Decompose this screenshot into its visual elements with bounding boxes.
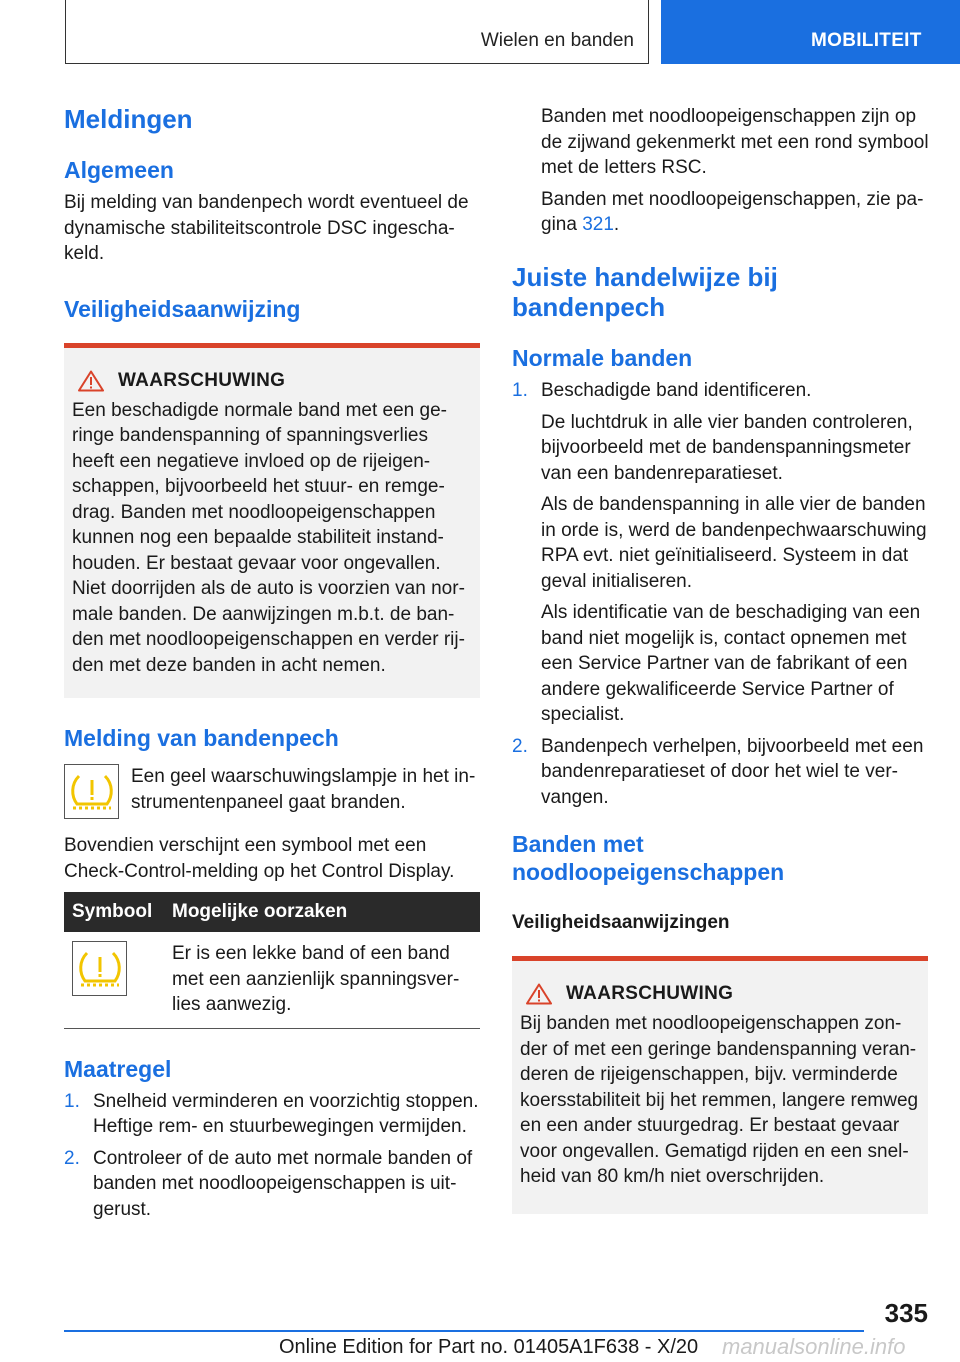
puncture-heading: Melding van bandenpech — [64, 725, 339, 751]
correct-heading: Juiste handelwijze bij bandenpech — [512, 262, 778, 322]
puncture-text: Bovendien verschijnt een symbool met een Check-Control-melding op het Control Display. — [64, 835, 455, 882]
list-item-number: 1. — [512, 380, 528, 401]
runflat-safety-heading: Veiligheidsaanwijzingen — [512, 912, 730, 933]
steps-list — [512, 378, 928, 810]
puncture-lamp-text: Een geel waarschuwingslampje in het instrumentenpaneel gaat branden. — [131, 766, 476, 813]
rsc-ref-prefix: Banden met noodloopeigenschappen, zie pagina — [541, 188, 924, 235]
general-text: Bij melding van bandenpech wordt eventueel de dynamische stabiliteitscontrole DSC ingeschakeld. — [64, 192, 469, 264]
warning-triangle-icon — [526, 983, 552, 1005]
list-item-text: Beschadigde band identificeren. — [541, 380, 812, 401]
list-item — [512, 734, 928, 811]
tire-pressure-lamp-graphic — [77, 949, 123, 989]
warning-title — [72, 370, 472, 392]
warning-title-text: WAARSCHUWING — [566, 983, 734, 1004]
header-chapter-title: MOBILITEIT — [811, 30, 922, 51]
list-item — [64, 1089, 480, 1140]
list-item-text: Controleer of de auto met normale banden of banden met noodloopeigenschappen is uitgerust. — [93, 1147, 473, 1220]
warning-title — [520, 983, 920, 1005]
list-item-text: Als de bandenspanning in alle vier de banden in orde is, werd de bandenpechwaarschuwing RPA evt. niet geïnitialiseerd. Systeem in dat geval initialiseren. — [541, 494, 927, 592]
measure-heading: Maatregel — [64, 1055, 172, 1082]
list-item-text: Als identificatie van de beschadiging van een band niet mogelijk is, contact opnemen met een Service Partner van de fabrikant of een andere gekwalificeerde Service Partner of specialist. — [541, 602, 921, 725]
warning-triangle-icon — [78, 370, 104, 392]
warning-box — [512, 956, 928, 1214]
list-item-number: 2. — [64, 1147, 80, 1169]
tire-pressure-lamp-graphic — [69, 772, 115, 812]
runflat-heading: Banden met noodloopeigenschappen — [512, 831, 785, 885]
right-column — [541, 104, 931, 238]
header-section-box — [65, 0, 649, 64]
puncture-lamp-row — [64, 764, 480, 819]
left-column — [64, 98, 480, 1228]
footer-edition: Online Edition for Part no. 01405A1F638 - X/20 — [279, 1336, 699, 1358]
list-item — [64, 1146, 480, 1223]
watermark-site: manualsonline.info — [722, 1334, 906, 1359]
tire-pressure-warning-icon — [64, 764, 119, 819]
footer-divider — [64, 1330, 864, 1332]
list-item-text: Snelheid verminderen en voorzichtig stoppen. Heftige rem- en stuurbewegingen vermijden. — [93, 1090, 479, 1137]
page-link-321[interactable]: 321 — [582, 214, 614, 235]
table-cell-symbol — [64, 932, 164, 1028]
list-item-number: 2. — [512, 735, 528, 757]
warning-text: Een beschadigde normale band met een geringe bandenspanning of spanningsverlies heeft een negatieve invloed op de rijeigenschappen, bijvoorbeeld het stuur- en remgedrag. Banden met noodloopeigenschappen kunnen nog een bepaalde stabiliteit instandhouden. Er bestaat gevaar voor ongevallen. Niet doorrijden als de auto is voorzien van normale banden. De aanwijzingen m.b.t. de banden met noodloopeigenschappen en verder rijden met deze banden in acht nemen. — [72, 399, 465, 676]
table-header-symbol: Symbool — [64, 892, 164, 932]
rsc-ref-suffix: . — [613, 214, 620, 235]
warning-box — [64, 343, 480, 699]
header-section-title: Wielen en banden — [480, 30, 634, 51]
page-title: Meldingen — [64, 104, 193, 134]
safety-heading: Veiligheidsaanwijzing — [64, 295, 301, 322]
page-number: 335 — [884, 1298, 928, 1328]
rsc-text: Banden met noodloopeigenschappen zijn op de zijwand gekenmerkt met een rond symbool met de letters RSC. — [541, 106, 929, 178]
list-item-text: De luchtdruk in alle vier banden controleren, bijvoorbeeld met de bandenspanningsmeter van een bandenreparatieset. — [541, 411, 913, 484]
list-item — [512, 378, 928, 728]
rsc-reference — [541, 187, 931, 238]
symbol-table — [64, 892, 480, 1029]
warning-title-text: WAARSCHUWING — [118, 369, 286, 391]
tire-pressure-warning-icon — [72, 941, 127, 996]
table-cell-cause: Er is een lekke band of een band met een aanzienlijk spanningsverlies aanwezig. — [164, 932, 480, 1028]
table-row — [64, 932, 480, 1028]
right-column-main — [512, 262, 928, 1214]
table-header-causes: Mogelijke oorzaken — [164, 892, 480, 932]
header-chapter-tab — [661, 0, 960, 64]
warning-text: Bij banden met noodloopeigenschappen zonder of met een geringe bandenspanning veranderen de rijeigenschappen, bijv. verminderde koersstabiliteit bij het remmen, langere remweg en een ander stuurgedrag. Er bestaat gevaar voor ongevallen. Gematigd rijden en een snelheid van 80 km/h niet overschrijden. — [520, 1013, 919, 1187]
list-item-text: Bandenpech verhelpen, bijvoorbeeld met een bandenreparatieset of door het wiel te vervangen. — [541, 735, 924, 808]
table-header-row — [64, 892, 480, 932]
list-item-number: 1. — [64, 1090, 80, 1112]
measure-list — [64, 1089, 480, 1223]
normal-heading: Normale banden — [512, 345, 693, 371]
general-heading: Algemeen — [64, 157, 174, 183]
